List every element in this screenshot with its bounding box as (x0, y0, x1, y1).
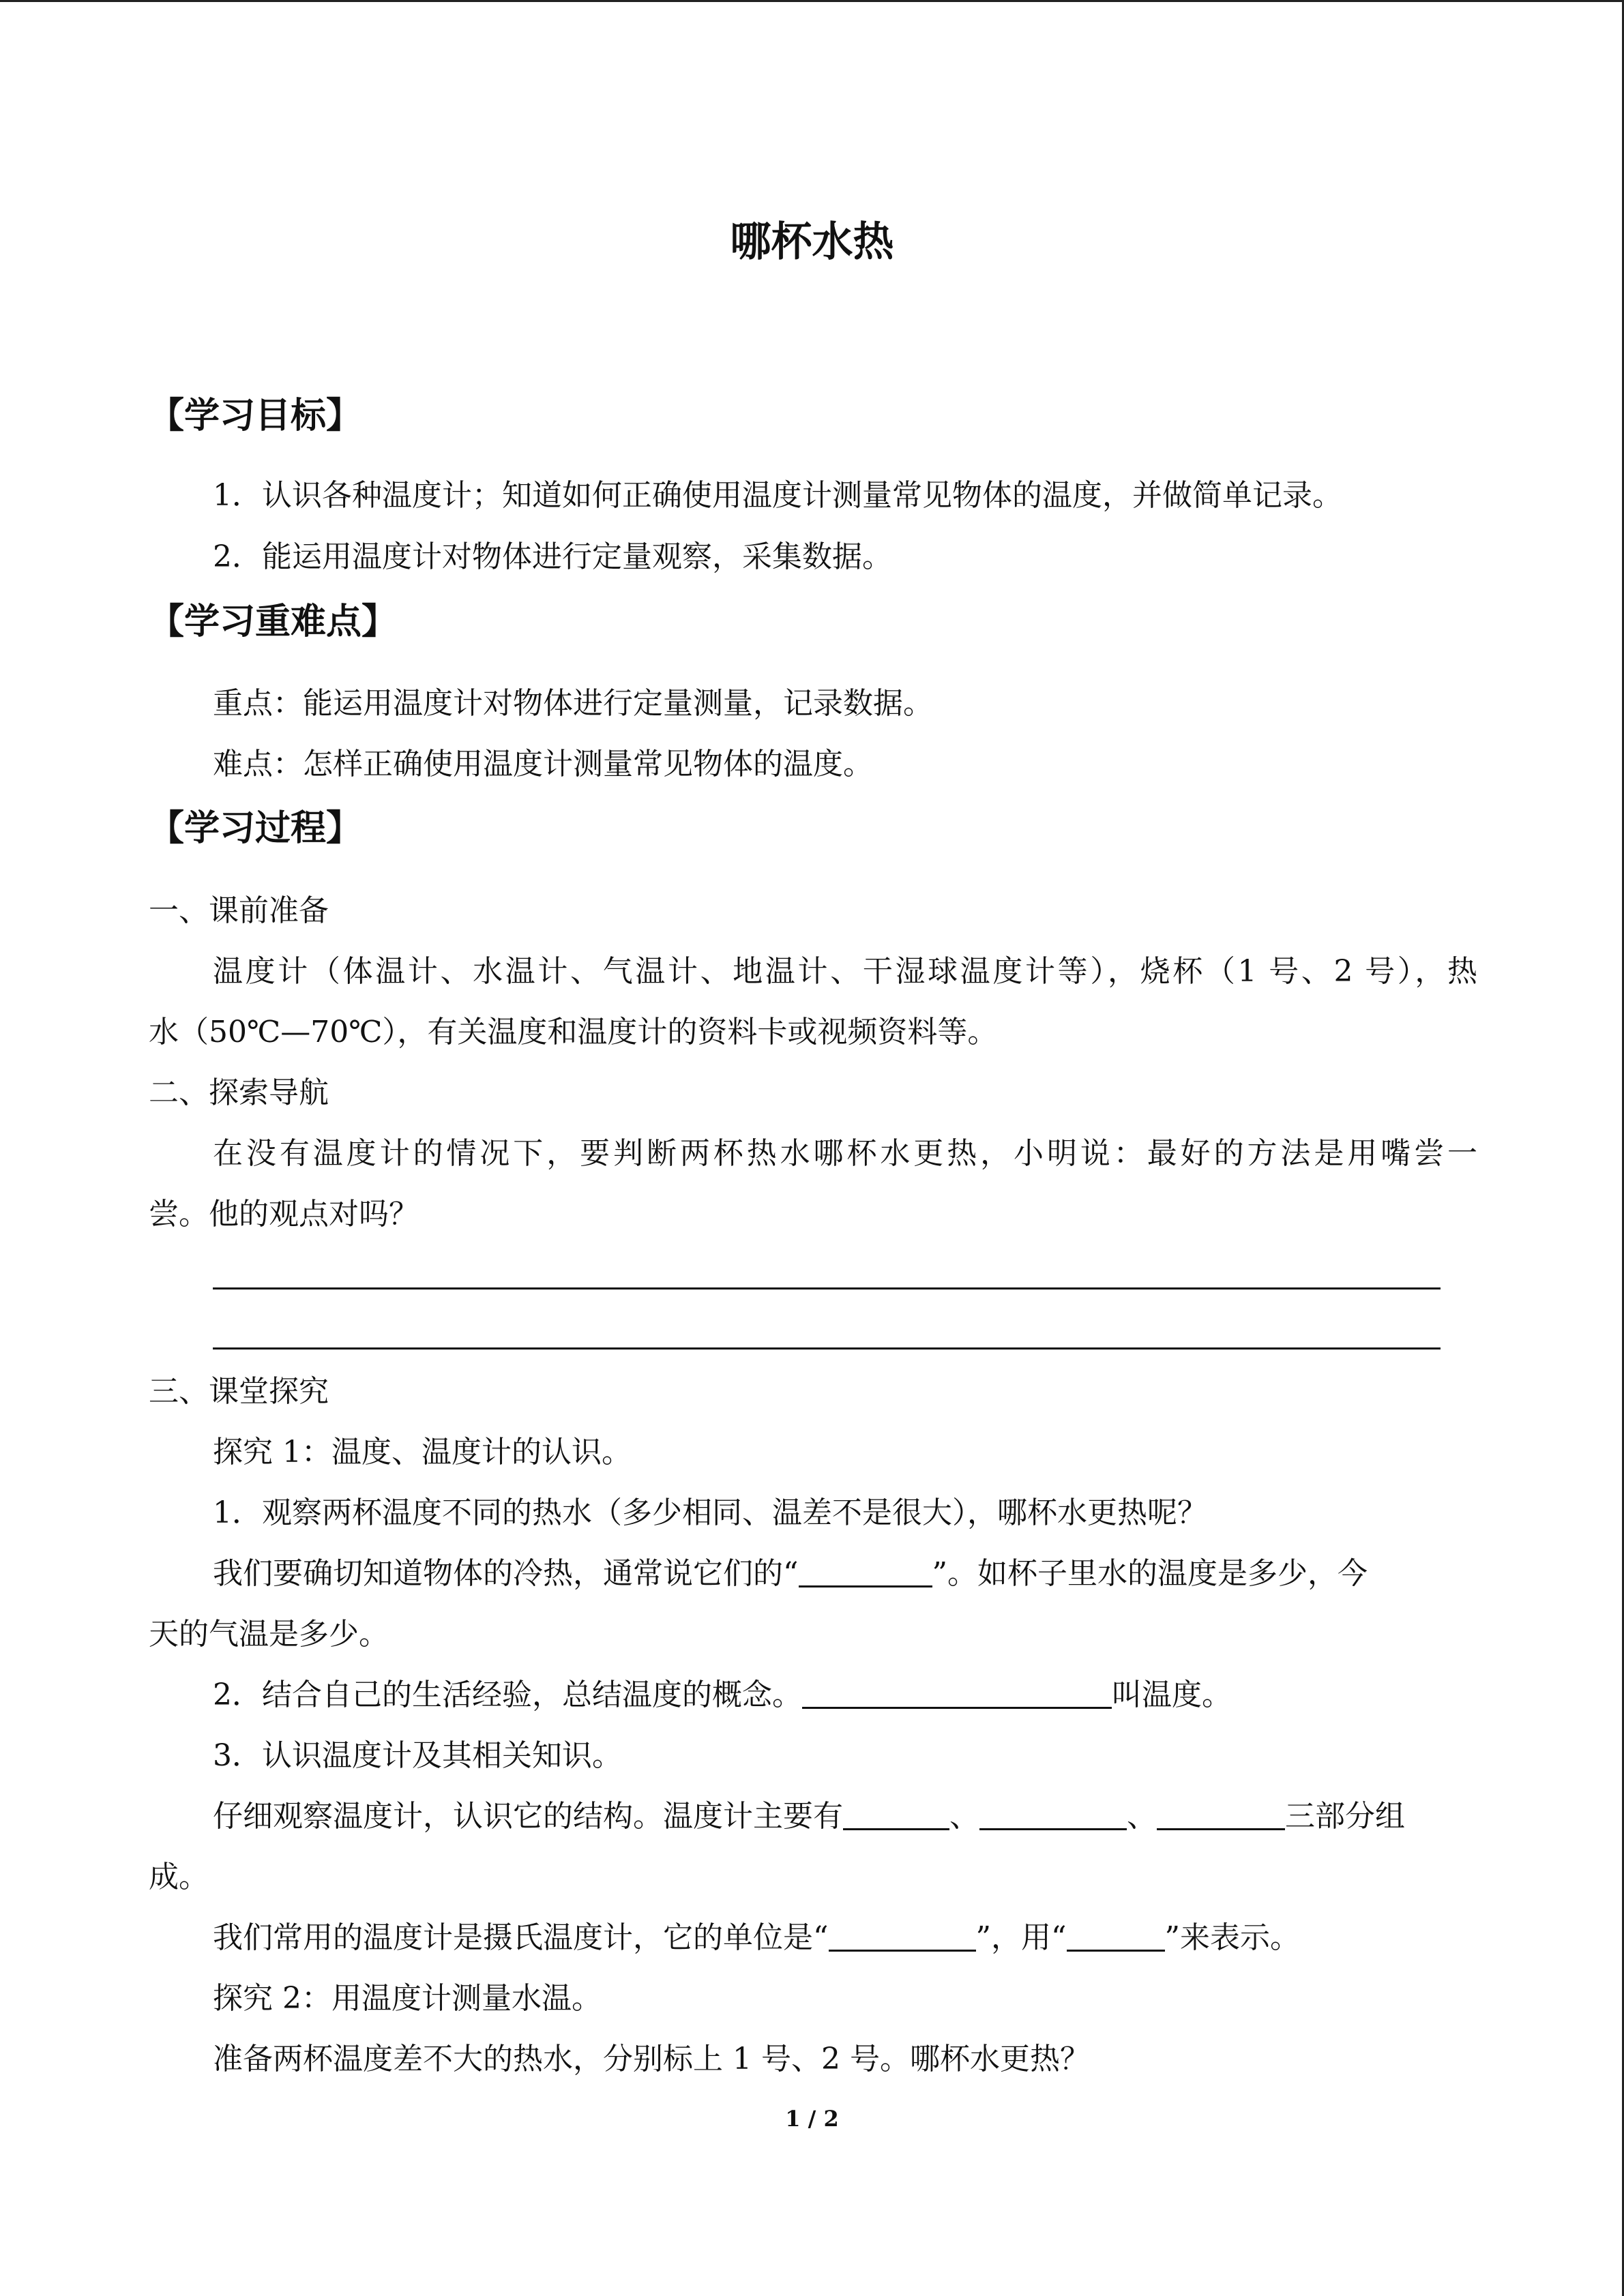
question-3-sep-1: 、 (949, 1799, 979, 1834)
question-2-text-b: 叫温度。 (1112, 1678, 1232, 1712)
question-3-text-a: 仔细观察温度计，认识它的结构。温度计主要有 (213, 1799, 843, 1834)
blank-unit-symbol[interactable] (1067, 1920, 1165, 1952)
unit-text-a: 我们常用的温度计是摄氏温度计，它的单位是“ (213, 1920, 829, 1955)
prep-line-2: 水（50℃—70℃），有关温度和温度计的资料卡或视频资料等。 (149, 1015, 998, 1049)
answer-line-2[interactable] (213, 1347, 1441, 1350)
question-3: 3．认识温度计及其相关知识。 (213, 1738, 622, 1773)
answer-line-1[interactable] (213, 1287, 1441, 1289)
blank-thermometer-part-3[interactable] (1157, 1798, 1285, 1830)
subsection-heading-classroom: 三、课堂探究 (149, 1374, 329, 1409)
key-point-difficulty: 难点：怎样正确使用温度计测量常见物体的温度。 (213, 747, 873, 781)
page-number: 1 / 2 (785, 2106, 839, 2132)
unit-text-c: ”来表示。 (1164, 1920, 1300, 1955)
inquiry-2-title: 探究 2：用温度计测量水温。 (213, 1981, 602, 2016)
question-1: 1．观察两杯温度不同的热水（多少相同、温差不是很大），哪杯水更热呢？ (213, 1495, 1207, 1530)
inquiry-1-title: 探究 1：温度、温度计的认识。 (213, 1435, 632, 1470)
question-1-text-c: 天的气温是多少。 (149, 1617, 389, 1652)
blank-thermometer-part-2[interactable] (979, 1798, 1127, 1830)
blank-temperature-definition[interactable] (802, 1677, 1112, 1709)
question-1-fill-line (213, 1553, 1368, 1594)
question-3-sep-2: 、 (1127, 1799, 1157, 1834)
blank-thermometer-part-1[interactable] (843, 1798, 949, 1830)
question-2-fill-line (213, 1675, 1232, 1716)
question-3-text-b: 三部分组 (1285, 1799, 1405, 1834)
inquiry-2-text: 准备两杯温度差不大的热水，分别标上 1 号、2 号。哪杯水更热？ (213, 2042, 1090, 2076)
section-heading-goals: 【学习目标】 (149, 396, 362, 436)
unit-text-b: ”，用“ (975, 1920, 1067, 1955)
section-heading-key-points: 【学习重难点】 (149, 601, 398, 642)
goal-item-2: 2．能运用温度计对物体进行定量观察，采集数据。 (213, 539, 892, 574)
page-title: 哪杯水热 (730, 218, 894, 266)
prep-line-1: 温度计（体温计、水温计、气温计、地温计、干湿球温度计等），烧杯（1 号、2 号），热 (213, 954, 1477, 989)
section-heading-process: 【学习过程】 (149, 808, 362, 849)
subsection-heading-prep: 一、课前准备 (149, 893, 329, 928)
question-2-text-a: 2．结合自己的生活经验，总结温度的概念。 (213, 1678, 802, 1712)
question-1-text-a: 我们要确切知道物体的冷热，通常说它们的“ (213, 1556, 799, 1591)
unit-fill-line (213, 1918, 1300, 1958)
blank-temperature-term[interactable] (799, 1555, 932, 1587)
question-3-fill-line (213, 1796, 1405, 1837)
explore-line-1: 在没有温度计的情况下，要判断两杯热水哪杯水更热，小明说：最好的方法是用嘴尝一 (213, 1136, 1477, 1171)
question-3-text-c: 成。 (149, 1860, 209, 1894)
blank-unit-name[interactable] (829, 1920, 976, 1952)
subsection-heading-explore: 二、探索导航 (149, 1075, 329, 1110)
goal-item-1: 1．认识各种温度计；知道如何正确使用温度计测量常见物体的温度，并做简单记录。 (213, 478, 1342, 513)
explore-line-2: 尝。他的观点对吗？ (149, 1197, 419, 1232)
question-1-text-b: ”。如杯子里水的温度是多少，今 (932, 1556, 1368, 1591)
key-point-focus: 重点：能运用温度计对物体进行定量测量，记录数据。 (213, 686, 933, 721)
